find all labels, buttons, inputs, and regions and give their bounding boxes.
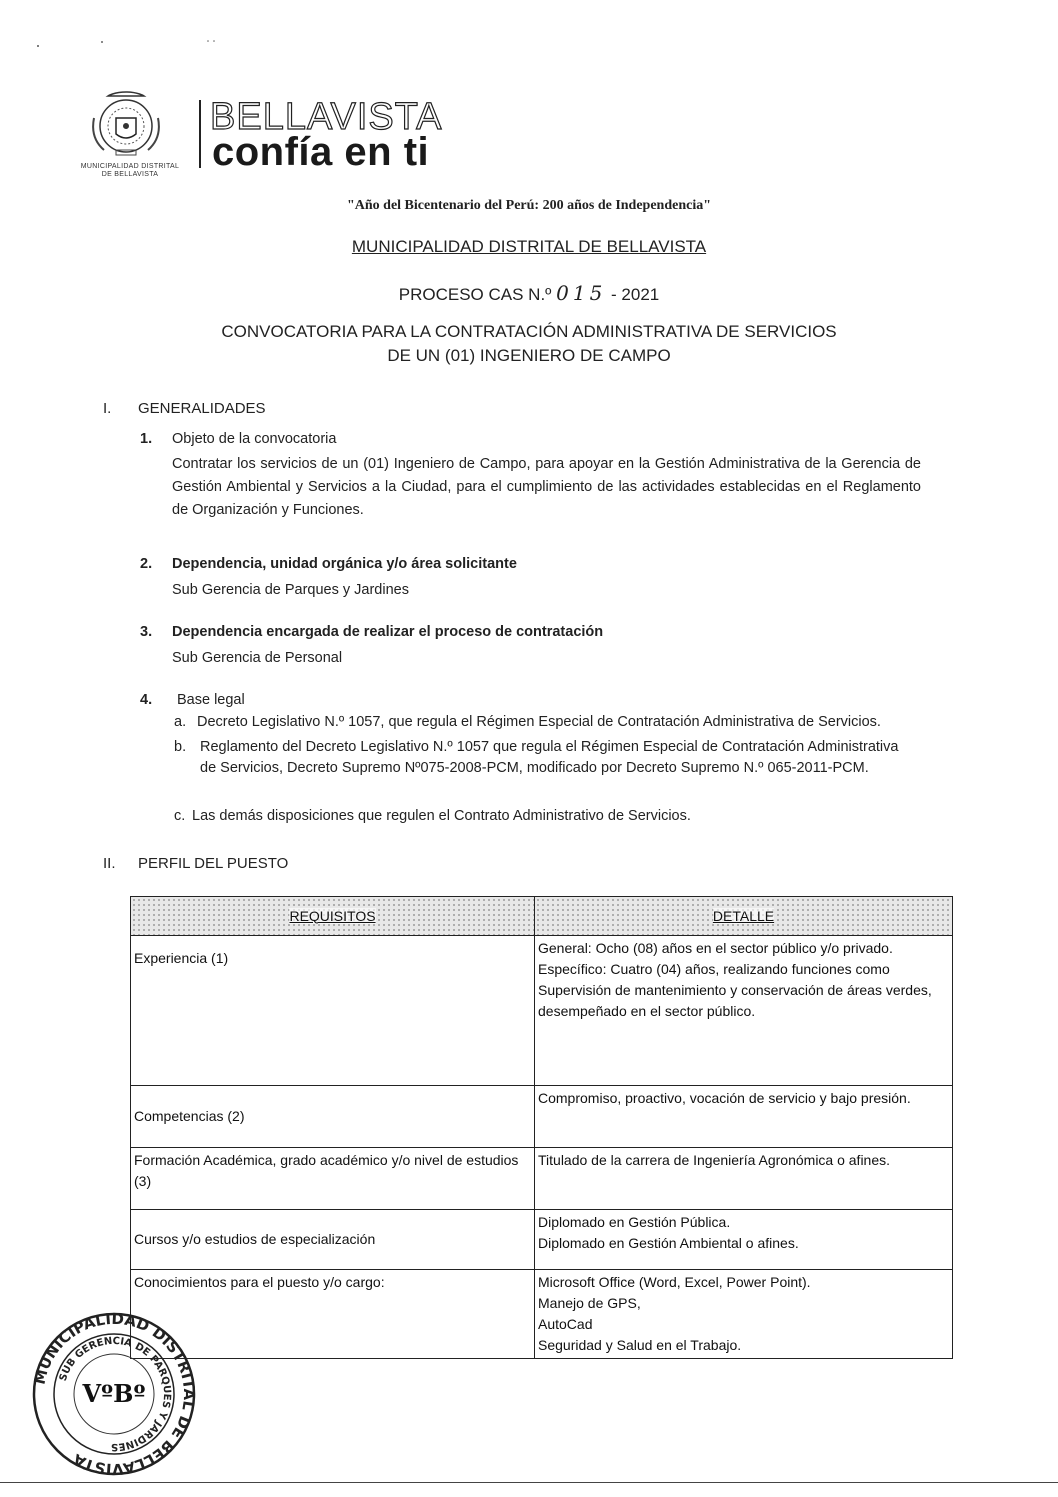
municipal-shield-icon: [86, 88, 166, 160]
stamp-outer-text: MUNICIPALIDAD DISTRITAL DE BELLAVISTA: [30, 1310, 198, 1478]
convocatoria-title-line1: CONVOCATORIA PARA LA CONTRATACIÓN ADMINISTRATIVA DE SERVICIOS: [221, 322, 837, 341]
detail-line: Diplomado en Gestión Ambiental o afines.: [538, 1235, 799, 1251]
detail-line: Compromiso, proactivo, vocación de servicio y bajo presión.: [538, 1090, 911, 1106]
legal-b-letter: b.: [174, 739, 187, 755]
legal-c-letter: c.: [174, 808, 186, 824]
page-bottom-rule: [0, 1482, 1058, 1483]
institution-title: [0, 237, 1058, 257]
logo-caption-line2: DE BELLAVISTA: [101, 171, 159, 178]
table-row: [131, 1270, 953, 1359]
official-stamp-icon: [30, 1310, 198, 1478]
process-number: 015: [556, 281, 607, 305]
header-detalle-label: DETALLE: [712, 907, 775, 924]
scan-specks: [30, 36, 230, 50]
logo-caption: [60, 163, 200, 179]
legal-c-text: Las demás disposiciones que regulen el Contrato Administrativo de Servicios.: [192, 808, 691, 824]
row-experiencia-req: [131, 936, 535, 1086]
table-row: [131, 1086, 953, 1148]
item-2-title: Dependencia, unidad orgánica y/o área solicitante: [172, 556, 517, 572]
req-label: Formación Académica, grado académico y/o nivel de estudios (3): [134, 1152, 519, 1189]
item-2-number: 2.: [140, 556, 153, 572]
convocatoria-title-line2: DE UN (01) INGENIERO DE CAMPO: [387, 346, 671, 365]
header-requisitos-label: REQUISITOS: [289, 907, 376, 924]
item-3-title: Dependencia encargada de realizar el proceso de contratación: [172, 624, 604, 640]
detail-line: Manejo de GPS,: [538, 1295, 641, 1311]
row-competencias-req: [131, 1086, 535, 1148]
item-3-number: 3.: [140, 624, 153, 640]
row-formacion-detail: [535, 1148, 953, 1210]
item-4-number: 4.: [140, 692, 153, 708]
process-prefix: PROCESO CAS N.º: [398, 285, 552, 304]
detail-line: Microsoft Office (Word, Excel, Power Point).: [538, 1274, 811, 1290]
detail-line: Diplomado en Gestión Pública.: [538, 1214, 731, 1230]
stamp-inner-text: SUB GERENCIA DE PARQUES Y JARDINES: [57, 1335, 173, 1453]
detail-line: AutoCad: [538, 1316, 593, 1332]
legal-a-letter: a.: [174, 714, 187, 730]
req-label: Conocimientos para el puesto y/o cargo:: [134, 1274, 385, 1290]
table-header-row: [131, 897, 953, 936]
detail-line: General: Ocho (08) años en el sector público y/o privado.: [538, 940, 893, 956]
req-label: Competencias (2): [134, 1108, 245, 1124]
legal-a-text: Decreto Legislativo N.º 1057, que regula el Régimen Especial de Contratación Administrativa de Servicios.: [197, 714, 881, 730]
row-cursos-detail: [535, 1210, 953, 1270]
req-label: Cursos y/o estudios de especialización: [134, 1231, 376, 1247]
table-row: [131, 936, 953, 1086]
perfil-table: [130, 896, 953, 1359]
row-cursos-req: [131, 1210, 535, 1270]
item-4-title: Base legal: [177, 692, 245, 708]
table-row: [131, 1210, 953, 1270]
row-competencias-detail: [535, 1086, 953, 1148]
process-suffix: - 2021: [611, 285, 660, 304]
process-title: [0, 281, 1058, 305]
detail-line: Titulado de la carrera de Ingeniería Agronómica o afines.: [538, 1152, 891, 1168]
brand-slogan: confía en ti: [212, 130, 430, 174]
row-experiencia-detail: [535, 936, 953, 1086]
item-3-text: Sub Gerencia de Personal: [172, 650, 343, 666]
header-requisitos: [131, 897, 535, 936]
header-detalle: [535, 897, 953, 936]
row-conocimientos-detail: [535, 1270, 953, 1359]
section-2-roman: II.: [103, 855, 116, 872]
table-row: [131, 1148, 953, 1210]
year-motto: "Año del Bicentenario del Perú: 200 años de Independencia": [347, 198, 711, 213]
legal-b-text: Reglamento del Decreto Legislativo N.º 1057 que regula el Régimen Especial de Contratación Administrativa de Servicios, Decreto Supremo Nº075-2008-PCM, modificado por Decreto Supremo N.º 065-2011-PCM.: [200, 739, 899, 776]
brand-name: BELLAVISTA: [210, 96, 443, 138]
section-2-title: PERFIL DEL PUESTO: [138, 855, 289, 872]
req-label: Experiencia (1): [134, 950, 229, 966]
detail-line: Específico: Cuatro (04) años, realizando funciones como Supervisión de mantenimiento y conservación de áreas verdes, desempeñado en el sector público.: [538, 961, 932, 1019]
section-1-title: GENERALIDADES: [138, 400, 266, 417]
section-1-roman: I.: [103, 400, 112, 417]
institution-name: MUNICIPALIDAD DISTRITAL DE BELLAVISTA: [351, 237, 707, 256]
item-1-number: 1.: [140, 431, 153, 447]
logo-divider: [199, 100, 201, 168]
item-1-title: Objeto de la convocatoria: [172, 431, 337, 447]
item-1-text: Contratar los servicios de un (01) Ingeniero de Campo, para apoyar en la Gestión Administrativa de la Gerencia de Gestión Ambiental y Servicios a la Ciudad, para el cumplimiento de las actividades establecidas en el Reglamento de Organización y Funciones.: [172, 456, 921, 518]
logo-caption-line1: MUNICIPALIDAD DISTRITAL: [80, 163, 180, 170]
item-2-text: Sub Gerencia de Parques y Jardines: [172, 582, 409, 598]
row-formacion-req: [131, 1148, 535, 1210]
detail-line: Seguridad y Salud en el Trabajo.: [538, 1337, 742, 1353]
stamp-center-text: VºBº: [82, 1379, 146, 1408]
